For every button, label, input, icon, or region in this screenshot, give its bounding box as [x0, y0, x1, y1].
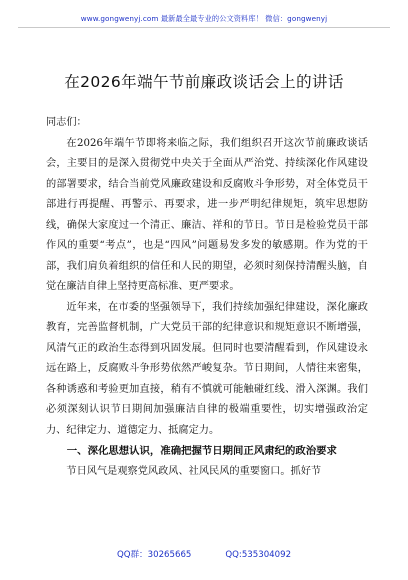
header-banner: www.gongwenyj.com 最新最全最专业的公文资料库！ 微信：gongwenyj	[80, 14, 328, 23]
footer-qq: QQ:535304092	[225, 550, 292, 560]
section-paragraph: 节日风气是观察党风政风、社风民风的重要窗口。抓好节	[66, 465, 322, 477]
header-divider	[18, 27, 390, 28]
document-title: 在2026年端午节前廉政谈话会上的讲话	[64, 73, 344, 91]
paragraph-2: 近年来，在市委的坚强领导下，我们持续加强纪律建设，深化廉政教育，完善监督机制，广大党员干部的纪律意识和规矩意识不断增强，风清气正的政治生态得到巩固发展。但同时也要清醒看到，作风建设永远在路上，反腐败斗争形势依然严峻复杂。节日期间，人情往来密集，各种诱惑和考验更加直接，稍有不慎就可能触碰红线、滑入深渊。我们必须深刻认识节日期间加强廉洁自律的极端重要性，切实增强政治定力、纪律定力、道德定力、抵腐定力。	[46, 301, 368, 436]
footer-qq-group: QQ群：30265665	[116, 550, 192, 560]
document-body	[46, 113, 368, 482]
paragraph-1: 在2026年端午节即将来临之际，我们组织召开这次节前廉政谈话会，主要目的是深入贯彻党中央关于全面从严治党、持续深化作风建设的部署要求，结合当前党风廉政建设和反腐败斗争形势，对全体党员干部进行再提醒、再警示、再要求，进一步严明纪律规矩，筑牢思想防线，确保大家度过一个清正、廉洁、祥和的节日。节日是检验党员干部作风的重要“考点”，也是“四风”问题易发多发的敏感期。作为党的干部，我们肩负着组织的信任和人民的期望，必须时刻保持清醒头脑，自觉在廉洁自律上坚持更高标准、更严要求。	[46, 137, 368, 292]
salutation: 同志们：	[46, 117, 87, 128]
section-heading: 一、深化思想认识，准确把握节日期间正风肃纪的政治要求	[66, 445, 337, 457]
footer-contact	[0, 548, 408, 560]
